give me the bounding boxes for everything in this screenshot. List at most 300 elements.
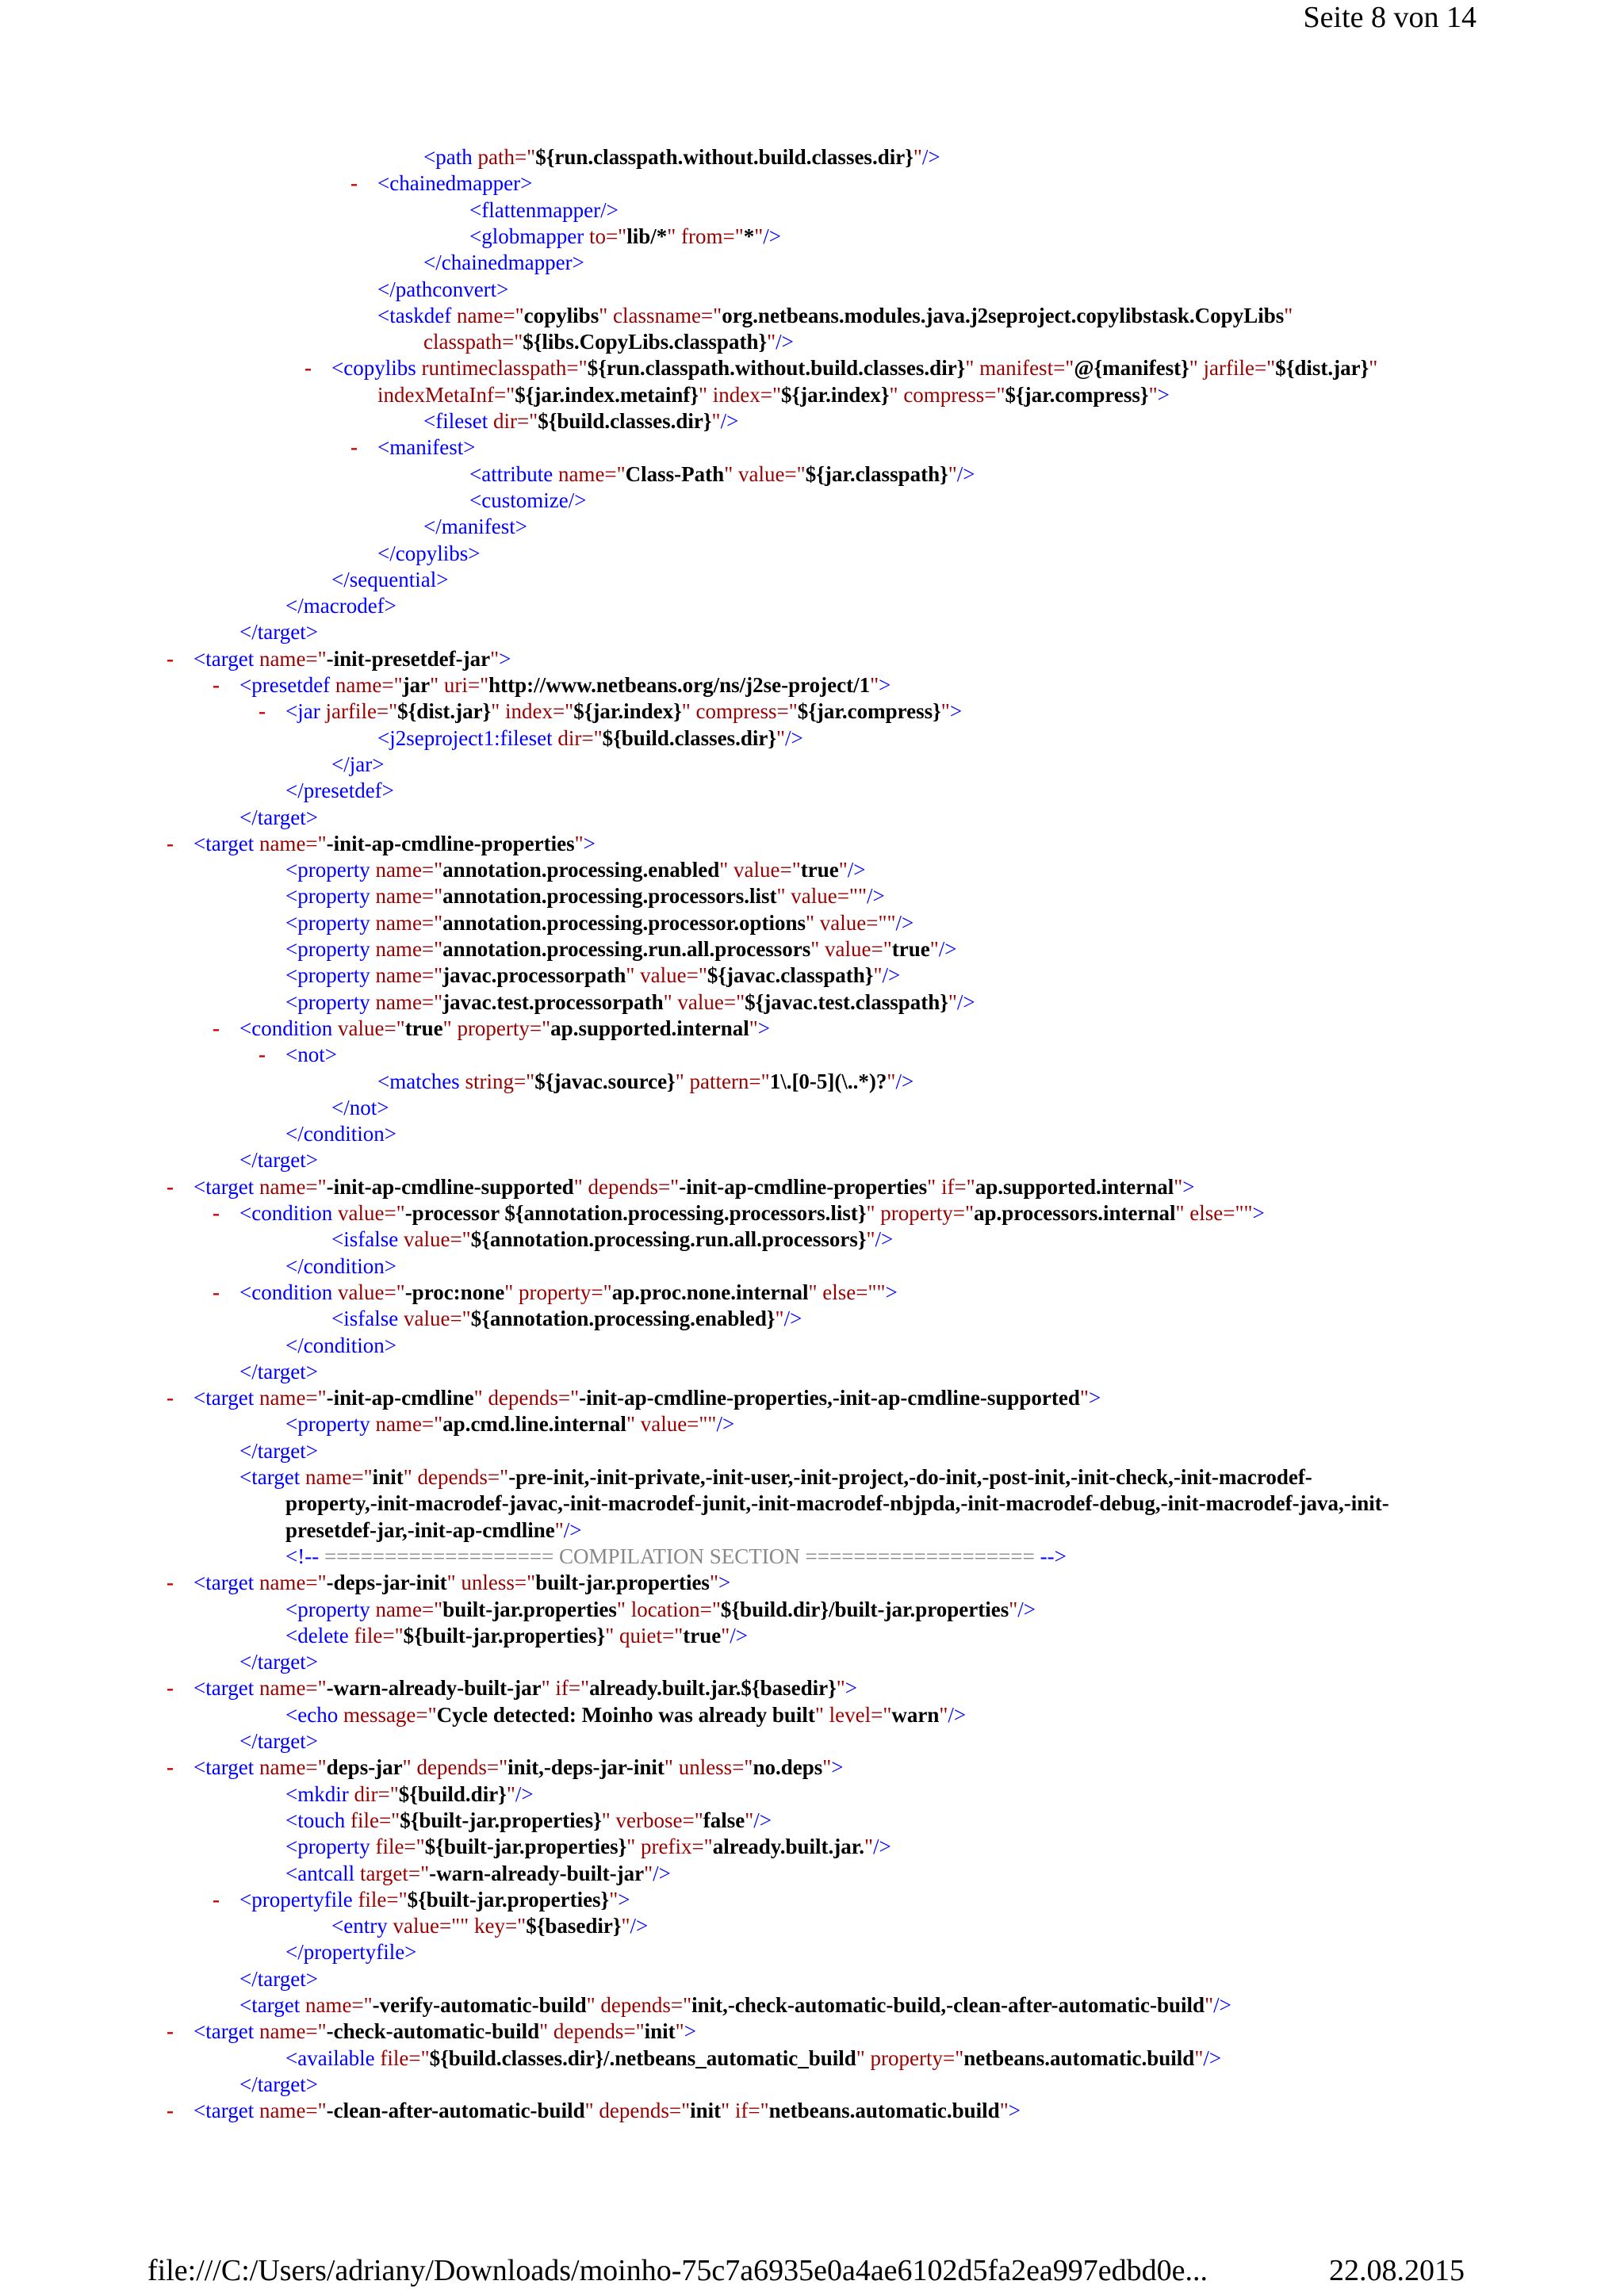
xml-attr-name: path=" (477, 145, 536, 169)
xml-tag: </target> (239, 1650, 318, 1674)
xml-tag: <property (285, 1597, 376, 1621)
xml-tag: /> (776, 330, 794, 354)
collapse-toggle[interactable]: - (167, 1386, 174, 1410)
xml-attr-name: " (709, 1571, 718, 1595)
xml-tag: </target> (239, 620, 318, 645)
xml-tag: </target> (239, 805, 318, 829)
xml-attr-name: name=" (259, 1755, 327, 1780)
xml-tag: <isfalse (331, 1307, 404, 1331)
xml-text (193, 1385, 1101, 1411)
xml-attr-value: 1\.[0-5](\..*)? (769, 1069, 887, 1093)
xml-tag: <target (193, 2019, 259, 2044)
xml-tag: > (879, 673, 891, 697)
xml-attr-value: -init-ap-cmdline-properties (679, 1174, 928, 1199)
xml-attr-name: " (574, 831, 584, 855)
xml-tag: </target> (239, 1438, 318, 1463)
xml-attr-name: " location=" (616, 1597, 721, 1621)
xml-tag: /> (875, 1227, 894, 1252)
xml-attr-name: " depends=" (573, 1174, 680, 1199)
xml-attr-name: " compress=" (889, 382, 1005, 407)
collapse-toggle[interactable]: - (167, 1755, 174, 1780)
xml-text (469, 488, 586, 514)
xml-text (285, 989, 975, 1016)
xml-tag: </condition> (285, 1333, 396, 1357)
xml-attr-value: -pre-init,-init-private,-init-user,-init-project,-do-init,-post-init,-init-check,-init-macrodef- (508, 1465, 1312, 1489)
xml-attr-value: true (683, 1623, 722, 1647)
xml-attr-name: " (1369, 356, 1378, 381)
xml-tag: /> (895, 1069, 914, 1093)
xml-attr-name: runtimeclasspath=" (421, 356, 588, 381)
xml-tag: <target (239, 1993, 305, 2017)
xml-attr-name: indexMetaInf=" (377, 382, 515, 407)
xml-attr-value: -verify-automatic-build (372, 1993, 587, 2017)
xml-tag: </target> (239, 1148, 318, 1173)
collapse-toggle[interactable]: - (213, 1201, 220, 1225)
xml-attr-value: ${basedir} (526, 1914, 622, 1938)
xml-attr-name: file=" (375, 1835, 425, 1859)
xml-attr-name: value=" (337, 1016, 405, 1040)
xml-attr-value: ${jar.compress} (797, 699, 941, 724)
xml-attr-name: " (554, 1517, 564, 1542)
xml-tag: > (1182, 1174, 1195, 1199)
xml-attr-name: name=" (259, 1386, 327, 1410)
xml-attr-name: name=" (259, 1571, 327, 1595)
xml-tag: <echo (285, 1702, 343, 1727)
xml-text (239, 1992, 1231, 2019)
xml-tag: /> (873, 1835, 891, 1859)
xml-attr-name: file=" (380, 2045, 430, 2070)
xml-attr-name: " else="" (808, 1280, 886, 1304)
xml-text (469, 197, 619, 224)
xml-attr-value: property,-init-macrodef-javac,-init-macrodef-junit,-init-macrodef-nbjpda,-init-macrodef-debug,-init-macrodef-java,-init- (285, 1491, 1389, 1516)
xml-attr-name: " (609, 1887, 619, 1911)
xml-attr-value: ${libs.CopyLibs.classpath} (523, 330, 768, 354)
xml-attr-name: " (1174, 1174, 1183, 1199)
xml-attr-name: message=" (343, 1702, 437, 1727)
xml-text (239, 1016, 770, 1042)
xml-tag: </target> (239, 2072, 318, 2096)
xml-tag: <matches (377, 1069, 465, 1093)
xml-attr-name: " (913, 145, 922, 169)
collapse-toggle[interactable]: - (259, 699, 266, 724)
xml-attr-name: " (940, 699, 950, 724)
xml-attr-name: value="" key=" (393, 1914, 527, 1938)
xml-attr-name: " index=" (491, 699, 574, 724)
xml-tag: > (684, 2019, 696, 2044)
xml-tag: </macrodef> (285, 594, 396, 618)
xml-attr-name: " (745, 1808, 754, 1832)
xml-text (285, 1121, 396, 1147)
xml-tag: <jar (285, 699, 326, 724)
xml-attr-name: name=" (375, 858, 443, 882)
xml-tag: <property (285, 884, 376, 909)
xml-text (193, 2098, 1021, 2124)
xml-attr-name: " jarfile=" (1189, 356, 1276, 381)
xml-attr-name: " classname=" (599, 303, 722, 327)
xml-attr-name: " (506, 1781, 515, 1806)
xml-attr-value: presetdef-jar,-init-ap-cmdline (285, 1517, 555, 1542)
xml-text (285, 1861, 671, 1887)
xml-tag: /> (1213, 1993, 1231, 2017)
xml-tag: <target (193, 831, 259, 855)
xml-attr-value: built-jar.properties (535, 1571, 710, 1595)
xml-attr-name: " (1148, 382, 1158, 407)
xml-tag: <entry (331, 1914, 393, 1938)
xml-text (285, 1490, 1389, 1517)
xml-tag: > (583, 831, 596, 855)
xml-attr-value: warn (891, 1702, 940, 1727)
xml-attr-value: -warn-already-built-jar (326, 1676, 542, 1701)
xml-tag: <property (285, 1412, 376, 1437)
xml-attr-name: " index=" (698, 382, 781, 407)
xml-attr-value: -warn-already-built-jar (429, 1861, 645, 1885)
xml-attr-value: true (404, 1016, 443, 1040)
xml-attr-value: init (372, 1465, 404, 1489)
xml-attr-name: name=" (375, 989, 443, 1014)
xml-tag: /> (563, 1517, 582, 1542)
xml-text (377, 1069, 914, 1095)
xml-text (239, 1359, 318, 1385)
xml-tag: <target (193, 1676, 259, 1701)
collapse-toggle[interactable]: - (167, 1174, 174, 1199)
xml-attr-name: " value=" (724, 461, 806, 486)
xml-attr-name: " (776, 725, 786, 750)
xml-text (285, 1781, 534, 1808)
xml-attr-name: name=" (375, 1412, 443, 1437)
xml-tag: > (949, 699, 963, 724)
xml-attr-value: @{manifest} (1074, 356, 1189, 381)
xml-text (331, 1226, 893, 1253)
xml-attr-name: " verbose=" (601, 1808, 703, 1832)
xml-attr-value: ap.processors.internal (973, 1201, 1176, 1225)
xml-attr-name: name=" (456, 303, 524, 327)
xml-attr-name: value=" (403, 1227, 471, 1252)
xml-text (285, 698, 962, 725)
xml-tag: <!-- (285, 1544, 324, 1568)
xml-attr-value: -init-ap-cmdline-supported (326, 1174, 574, 1199)
xml-attr-value: -init-ap-cmdline-properties (326, 831, 575, 855)
xml-tag: /> (630, 1914, 649, 1938)
collapse-toggle[interactable]: - (350, 435, 358, 460)
xml-attr-value: -init-ap-cmdline (326, 1386, 474, 1410)
xml-text (239, 1280, 898, 1306)
xml-attr-value: true (800, 858, 839, 882)
xml-text (285, 857, 865, 883)
xml-tag: /> (653, 1861, 671, 1885)
xml-attr-value: ${jar.index} (781, 382, 890, 407)
xml-attr-name: name=" (375, 937, 443, 961)
xml-text (239, 805, 318, 831)
footer (147, 2253, 1465, 2288)
xml-attr-name: " if=" (721, 2099, 769, 2123)
xml-attr-name: dir=" (557, 725, 603, 750)
xml-tag: > (831, 1755, 844, 1780)
xml-attr-name: file=" (358, 1887, 408, 1911)
xml-tag: </manifest> (423, 515, 527, 539)
xml-attr-name: to=" (588, 224, 627, 248)
xml-attr-name: value=" (337, 1280, 405, 1304)
xml-attr-value: ${build.dir}/built-jar.properties (720, 1597, 1009, 1621)
xml-attr-value: jar (402, 673, 431, 697)
xml-attr-value: annotation.processing.processors.list (442, 884, 777, 909)
xml-tag: /> (921, 145, 940, 169)
xml-text (285, 1253, 396, 1280)
xml-tag: /> (956, 461, 975, 486)
xml-tag: </sequential> (331, 567, 449, 591)
xml-attr-name: " (721, 1623, 730, 1647)
xml-attr-name: " (1009, 1597, 1018, 1621)
xml-text (239, 619, 318, 645)
xml-attr-value: ${dist.jar} (397, 699, 492, 724)
xml-attr-value: Class-Path (625, 461, 725, 486)
xml-tag: <property (285, 963, 376, 988)
xml-tag: <condition (239, 1201, 338, 1225)
xml-attr-name: " depends=" (403, 1465, 509, 1489)
xml-text (331, 752, 384, 778)
xml-attr-value: org.netbeans.modules.java.j2seproject.copylibstask.CopyLibs (722, 303, 1285, 327)
xml-attr-name: dir=" (354, 1781, 399, 1806)
xml-tag: /> (1203, 2045, 1222, 2070)
xml-text (377, 303, 1293, 329)
xml-attr-name: " (939, 1702, 948, 1727)
xml-tag: <not> (285, 1043, 337, 1067)
xml-attr-value: init (644, 2019, 676, 2044)
xml-attr-name: name=" (375, 1597, 443, 1621)
xml-attr-name: " else="" (1175, 1201, 1253, 1225)
file-path: file:///C:/Users/adriany/Downloads/moinho-75c7a6935e0a4ae6102d5fa2ea997edbd0e... (147, 2254, 1208, 2287)
xml-text (331, 1306, 802, 1332)
xml-attr-name: " (873, 963, 883, 988)
xml-text (285, 936, 956, 962)
xml-text (285, 910, 914, 936)
xml-text (239, 1464, 1312, 1490)
xml-attr-name: value=" (337, 1201, 405, 1225)
xml-attr-name: target=" (359, 1861, 430, 1885)
xml-text (239, 1728, 318, 1755)
xml-attr-value: ${build.classes.dir} (538, 409, 712, 433)
xml-text (239, 1200, 1265, 1226)
xml-tag: <condition (239, 1016, 338, 1040)
xml-text (285, 1702, 966, 1728)
xml-attr-name: " (675, 2019, 684, 2044)
xml-attr-value: Cycle detected: Moinho was already built (436, 1702, 815, 1727)
xml-attr-name: " value=" (719, 858, 801, 882)
xml-tag: > (618, 1887, 630, 1911)
xml-attr-name: name=" (259, 2099, 327, 2123)
xml-attr-value: * (743, 224, 755, 248)
xml-attr-name: name=" (335, 673, 403, 697)
xml-attr-name: name=" (259, 646, 327, 671)
xml-attr-value: ${build.classes.dir}/.netbeans_automatic_build (429, 2045, 856, 2070)
xml-tag: <globmapper (469, 224, 589, 248)
xml-tag: > (1157, 382, 1170, 407)
xml-attr-name: " (864, 1835, 874, 1859)
xml-text (285, 1939, 416, 1965)
xml-text (193, 2019, 696, 2045)
xml-text (423, 250, 584, 276)
xml-attr-name: name=" (375, 884, 443, 909)
collapse-toggle[interactable]: - (304, 356, 312, 381)
xml-tag: /> (763, 224, 782, 248)
xml-attr-value: ${jar.classpath} (805, 461, 948, 486)
xml-attr-name: " if=" (927, 1174, 975, 1199)
xml-attr-name: " (749, 1016, 758, 1040)
xml-tag: </pathconvert> (377, 277, 509, 301)
print-date: 22.08.2015 (1329, 2254, 1465, 2287)
xml-text (285, 1808, 772, 1834)
xml-text (285, 778, 394, 804)
xml-attr-value: ${javac.test.classpath} (745, 989, 948, 1014)
xml-text (285, 1333, 396, 1359)
xml-tag: <condition (239, 1280, 338, 1304)
collapse-toggle[interactable]: - (167, 831, 174, 855)
xml-attr-value: -proc:none (404, 1280, 505, 1304)
xml-attr-name: " (948, 989, 957, 1014)
xml-tag: <antcall (285, 1861, 360, 1885)
xml-tag: </condition> (285, 1122, 396, 1146)
xml-attr-name: " value=" (626, 963, 707, 988)
xml-text (331, 567, 448, 593)
xml-text (377, 725, 803, 752)
xml-attr-value: -check-automatic-build (326, 2019, 540, 2044)
xml-tag: <taskdef (377, 303, 457, 327)
xml-attr-name: " manifest=" (965, 356, 1074, 381)
xml-tag: /> (753, 1808, 772, 1832)
xml-tag: </chainedmapper> (423, 251, 584, 275)
xml-attr-name: " (1284, 303, 1293, 327)
xml-text (423, 514, 527, 540)
xml-tag: > (499, 646, 511, 671)
xml-text (377, 277, 508, 303)
xml-tag: --> (1034, 1544, 1067, 1568)
xml-attr-name: name=" (375, 910, 443, 935)
xml-text (285, 1623, 748, 1649)
xml-attr-name: " quiet=" (605, 1623, 684, 1647)
xml-tag: /> (882, 963, 901, 988)
xml-attr-name: name=" (557, 461, 626, 486)
xml-tag: <attribute (469, 461, 558, 486)
xml-tag: <delete (285, 1623, 354, 1647)
collapse-toggle[interactable]: - (213, 673, 220, 697)
xml-tag: /> (895, 910, 914, 935)
xml-attr-name: jarfile=" (325, 699, 398, 724)
xml-attr-name: file=" (350, 1808, 400, 1832)
xml-attr-value: built-jar.properties (442, 1597, 617, 1621)
xml-text (285, 2045, 1221, 2072)
xml-attr-value: ${built-jar.properties} (403, 1623, 606, 1647)
xml-tag: /> (515, 1781, 534, 1806)
xml-attr-value: ${build.classes.dir} (602, 725, 776, 750)
xml-attr-value: ${javac.classpath} (707, 963, 874, 988)
xml-attr-name: " uri=" (430, 673, 489, 697)
xml-tag: <customize/> (469, 488, 587, 512)
xml-text (377, 170, 532, 197)
xml-attr-name: " value="" (806, 910, 896, 935)
xml-attr-value: ${annotation.processing.run.all.processors} (470, 1227, 867, 1252)
xml-attr-value: ${built-jar.properties} (407, 1887, 610, 1911)
xml-text (423, 408, 738, 434)
xml-tag: /> (716, 1412, 735, 1437)
xml-attr-name: " from=" (667, 224, 744, 248)
xml-tag: </copylibs> (377, 541, 481, 565)
collapse-toggle[interactable]: - (167, 1571, 174, 1595)
xml-attr-name: name=" (259, 1174, 327, 1199)
xml-attr-name: " value="" (626, 1412, 717, 1437)
collapse-toggle[interactable]: - (167, 2019, 174, 2044)
xml-tag: <manifest> (377, 435, 476, 460)
collapse-toggle[interactable]: - (259, 1043, 266, 1067)
xml-attr-value: netbeans.automatic.build (768, 2099, 1000, 2123)
xml-attr-name: " (838, 858, 848, 882)
xml-attr-value: init,-deps-jar-init (508, 1755, 665, 1780)
collapse-toggle[interactable]: - (350, 171, 358, 196)
collapse-toggle[interactable]: - (213, 1016, 220, 1040)
xml-tag: <property (285, 1835, 376, 1859)
xml-text (423, 329, 794, 355)
xml-tag: <propertyfile (239, 1887, 358, 1911)
xml-text (377, 434, 475, 461)
xml-attr-name: " (866, 1227, 875, 1252)
xml-attr-value: annotation.processing.processor.options (442, 910, 806, 935)
xml-text (331, 1913, 648, 1939)
xml-tag: <target (193, 1386, 259, 1410)
xml-tag: > (1252, 1201, 1265, 1225)
xml-tag: </target> (239, 1729, 318, 1753)
xml-text (285, 1042, 337, 1068)
xml-tag: <target (193, 646, 259, 671)
collapse-toggle[interactable]: - (213, 1280, 220, 1304)
xml-text (239, 1966, 318, 1992)
xml-attr-name: " prefix=" (626, 1835, 713, 1859)
xml-text (285, 1597, 1036, 1623)
collapse-toggle[interactable]: - (167, 646, 174, 671)
collapse-toggle[interactable]: - (213, 1887, 220, 1911)
xml-tag: <available (285, 2045, 381, 2070)
xml-tag: /> (783, 1307, 802, 1331)
page-number: Seite 8 von 14 (1303, 1, 1477, 34)
xml-text (285, 1517, 581, 1544)
xml-tag: </jar> (331, 752, 385, 776)
xml-tag: <isfalse (331, 1227, 404, 1252)
xml-attr-name: " (948, 461, 957, 486)
xml-attr-name: name=" (304, 1993, 373, 2017)
xml-attr-name: " if=" (541, 1676, 590, 1701)
xml-text (193, 646, 511, 672)
xml-text (469, 224, 781, 250)
xml-tag: </target> (239, 1359, 318, 1383)
xml-attr-name: " (929, 937, 939, 961)
xml-attr-name: " (1194, 2045, 1204, 2070)
xml-attr-name: " (767, 330, 776, 354)
xml-attr-name: " property=" (856, 2045, 964, 2070)
xml-attr-value: init (690, 2099, 722, 2123)
xml-attr-name: " (754, 224, 764, 248)
xml-attr-value: javac.processorpath (442, 963, 626, 988)
collapse-toggle[interactable]: - (167, 2099, 174, 2123)
xml-tag: <property (285, 937, 376, 961)
xml-attr-value: netbeans.automatic.build (963, 2045, 1195, 2070)
xml-tag: /> (847, 858, 866, 882)
xml-attr-name: value=" (403, 1307, 471, 1331)
xml-tag: <property (285, 989, 376, 1014)
xml-text (193, 1755, 844, 1781)
xml-attr-name: name=" (304, 1465, 373, 1489)
xml-attr-value: javac.test.processorpath (442, 989, 664, 1014)
collapse-toggle[interactable]: - (167, 1676, 174, 1701)
xml-tag: <property (285, 858, 376, 882)
xml-attr-name: " value="" (776, 884, 867, 909)
xml-tag: <fileset (423, 409, 493, 433)
